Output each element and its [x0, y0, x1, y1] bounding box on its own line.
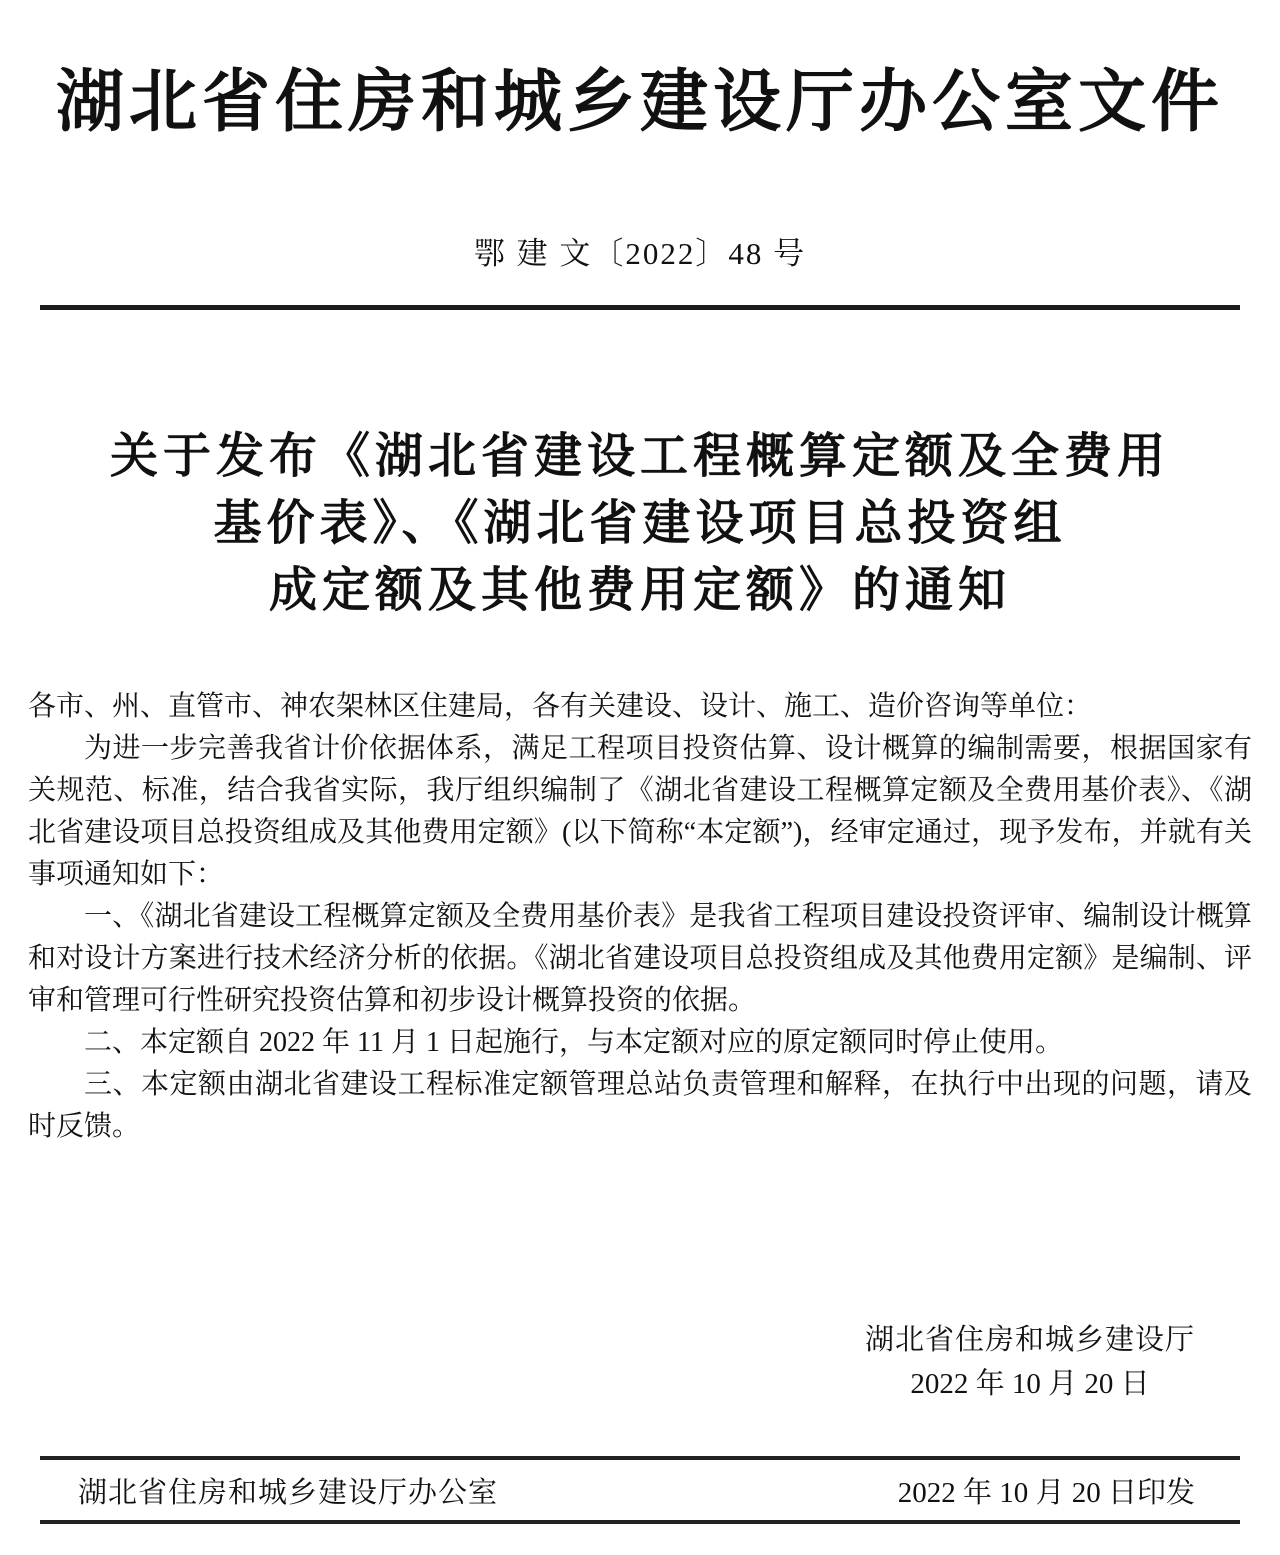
salutation-line: 各市、州、直管市、神农架林区住建局，各有关建设、设计、施工、造价咨询等单位： — [28, 691, 1093, 722]
document-number: 鄂 建 文〔2022〕48 号 — [473, 236, 807, 271]
signature-inner — [865, 1318, 1195, 1406]
signature-block — [0, 1318, 1195, 1406]
footer-issuer: 湖北省住房和城乡建设厅办公室 — [78, 1476, 499, 1509]
signature-date: 2022 年 10 月 20 日 — [910, 1368, 1150, 1400]
header-divider-rule — [40, 305, 1240, 310]
signature-org: 湖北省住房和城乡建设厅 — [864, 1324, 1195, 1356]
document-header-title: 湖北省住房和城乡建设厅办公室文件 — [55, 64, 1224, 140]
notice-title-line-3: 成定额及其他费用定额》的通知 — [268, 564, 1011, 617]
footer-print-date: 2022 年 10 月 20 日印发 — [897, 1476, 1195, 1509]
notice-title-line-1: 关于发布《湖北省建设工程概算定额及全费用 — [109, 430, 1170, 483]
body-paragraph-item-1: 一、《湖北省建设工程概算定额及全费用基价表》是我省工程项目建设投资评审、编制设计概算和对设计方案进行技术经济分析的依据。《湖北省建设项目总投资组成及其他费用定额》是编制、评审和管理可行性研究投资估算和初步设计概算投资的依据。 — [28, 901, 1252, 1016]
body-paragraph-item-3: 三、本定额由湖北省建设工程标准定额管理总站负责管理和解释，在执行中出现的问题，请及时反馈。 — [28, 1069, 1252, 1142]
body-paragraph-intro: 为进一步完善我省计价依据体系，满足工程项目投资估算、设计概算的编制需要，根据国家有关规范、标准，结合我省实际，我厅组织编制了《湖北省建设工程概算定额及全费用基价表》、《湖北省建设项目总投资组成及其他费用定额》(以下简称“本定额”)，经审定通过，现予发布，并就有关事项通知如下： — [28, 733, 1252, 890]
notice-title-line-2: 基价表》、《湖北省建设项目总投资组 — [213, 497, 1067, 550]
notice-title — [0, 423, 1280, 624]
notice-body — [0, 686, 1280, 1148]
body-paragraph-item-2: 二、本定额自 2022 年 11 月 1 日起施行，与本定额对应的原定额同时停止使用。 — [84, 1027, 1063, 1058]
footer-bar — [40, 1456, 1240, 1524]
